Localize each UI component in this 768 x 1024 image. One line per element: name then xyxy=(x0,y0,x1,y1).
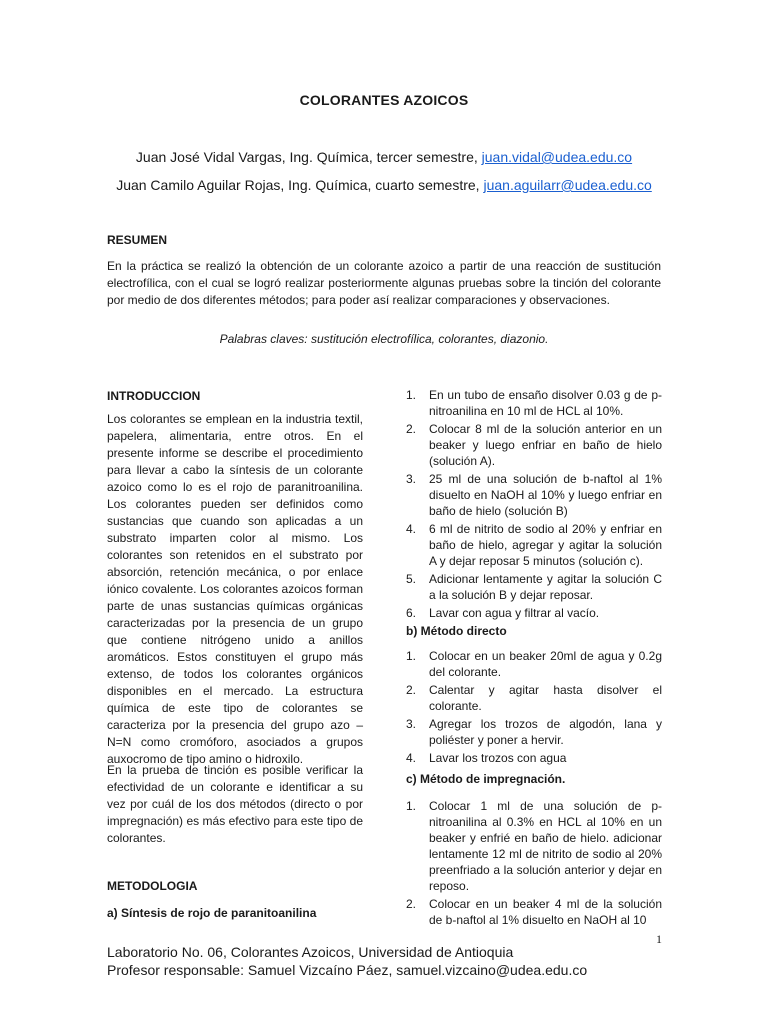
subheading-metodo-directo: b) Método directo xyxy=(406,624,507,638)
footer-line-2: Profesor responsable: Samuel Vizcaíno Páez, samuel.vizcaino@udea.edu.co xyxy=(107,962,588,978)
author-1-email-link[interactable]: juan.vidal@udea.edu.co xyxy=(481,149,633,165)
resumen-body: En la práctica se realizó la obtención de un colorante azoico a partir de una reacción de sustitución electrofílica, con el cual se logró realizar posteriormente algunas pruebas sobre la tinción del colorante por medio de dos diferentes métodos; para poder así realizar comparaciones y observaciones. xyxy=(107,259,661,307)
author-1-text: Juan José Vidal Vargas, Ing. Química, tercer semestre, xyxy=(135,149,482,165)
document-title: COLORANTES AZOICOS xyxy=(299,92,469,108)
list-item: 1. En un tubo de ensaño disolver 0.03 g de p-nitroanilina en 10 ml de HCL al 10%. xyxy=(406,388,662,418)
list-item: 2. Calentar y agitar hasta disolver el colorante. xyxy=(406,683,662,713)
steps-list-directo xyxy=(406,648,662,768)
footer-line-1: Laboratorio No. 06, Colorantes Azoicos, Universidad de Antioquia xyxy=(107,944,514,960)
subheading-metodo-impregnacion: c) Método de impregnación. xyxy=(406,772,566,786)
introduccion-paragraph-1: Los colorantes se emplean en la industria textil, papelera, alimentaria, entre otros. En el presente informe se describe el procedimiento para llevar a cabo la síntesis de un colorante azoico como lo es el rojo de paranitroanilina. Los colorantes pueden ser definidos como sustancias que cuando son aplicadas a un substrato imparten color al mismo. Los colorantes son retenidos en el substrato por absorción, retención mecánica, o por enlace iónico covalente. Los colorantes azoicos forman parte de unas sustancias químicas orgánicas caracterizadas por la presencia de un grupo que contiene nitrógeno unido a anillos aromáticos. Estos constituyen el grupo más extenso, de todos los colorantes orgánicos disponibles en el mercado. La estructura química de este tipo de colorantes se caracteriza por la presencia del grupo azo –N=N como cromóforo, asociados a grupos auxocromo de tipo amino o hidroxilo. xyxy=(107,412,363,766)
list-item: 4. 6 ml de nitrito de sodio al 20% y enfriar en baño de hielo, agregar y agitar la solución A y dejar reposar 5 minutos (solución c). xyxy=(406,522,662,568)
list-item: 3. Agregar los trozos de algodón, lana y poliéster y poner a hervir. xyxy=(406,717,662,747)
resumen-heading: RESUMEN xyxy=(107,233,168,247)
page-number: 1 xyxy=(656,932,662,946)
subheading-sintesis: a) Síntesis de rojo de paranitoanilina xyxy=(107,906,317,920)
list-item: 1. Colocar 1 ml de una solución de p-nitroanilina al 0.3% en HCL al 10% en un beaker y enfrié en baño de hielo. adicionar lentamente 12 ml de nitrito de sodio al 20% preenfriado a la solución anterior y dejar en reposo. xyxy=(406,799,662,893)
list-item: 2. Colocar en un beaker 4 ml de la solución de b-naftol al 1% disuelto en NaOH al 10 xyxy=(406,897,662,927)
list-item: 2. Colocar 8 ml de la solución anterior en un beaker y luego enfriar en baño de hielo (solución A). xyxy=(406,422,662,468)
introduccion-paragraph-2: En la prueba de tinción es posible verificar la efectividad de un colorante e identificar a su vez por cuál de los dos métodos (directo o por impregnación) es más efectivo para este tipo de colorantes. xyxy=(107,763,363,845)
steps-list-impregnacion xyxy=(406,798,662,930)
list-item: 3. 25 ml de una solución de b-naftol al 1% disuelto en NaOH al 10% y luego enfriar en baño de hielo (solución B) xyxy=(406,472,662,518)
author-line-2 xyxy=(0,177,768,193)
list-item: 4. Lavar los trozos con agua xyxy=(406,751,567,765)
list-item: 5. Adicionar lentamente y agitar la solución C a la solución B y dejar reposar. xyxy=(406,572,662,602)
metodologia-heading: METODOLOGIA xyxy=(107,879,198,893)
introduccion-heading: INTRODUCCION xyxy=(107,389,201,403)
author-line-1 xyxy=(0,149,768,165)
steps-list-sintesis xyxy=(406,387,662,623)
list-item: 1. Colocar en un beaker 20ml de agua y 0.2g del colorante. xyxy=(406,649,662,679)
keywords: Palabras claves: sustitución electrofílica, colorantes, diazonio. xyxy=(219,332,549,346)
author-2-text: Juan Camilo Aguilar Rojas, Ing. Química, cuarto semestre, xyxy=(116,177,484,193)
list-item: 6. Lavar con agua y filtrar al vacío. xyxy=(406,606,600,620)
author-2-email-link[interactable]: juan.aguilarr@udea.edu.co xyxy=(483,177,652,193)
